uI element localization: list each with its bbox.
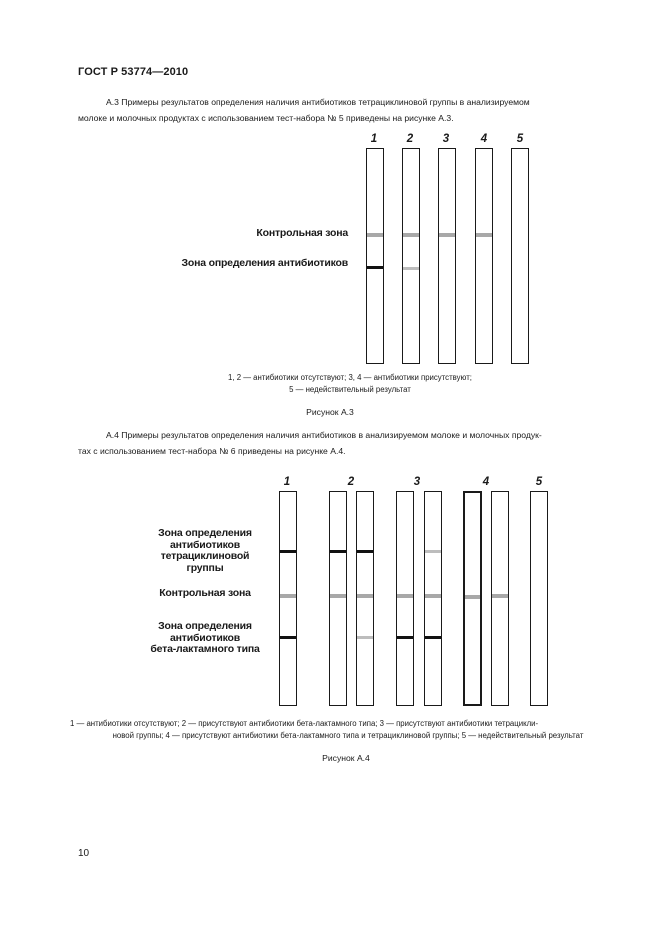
beta-lactam-band [397, 636, 413, 639]
test-strip-2b [356, 491, 374, 706]
test-strip-4b [491, 491, 509, 706]
zone-label-control: Контрольная зона [159, 587, 251, 599]
test-strip-5 [530, 491, 548, 706]
test-strip-5 [511, 148, 529, 364]
zone-label-tetracycline-line3: тетрациклиновой [160, 550, 250, 562]
paragraph-a3-line1: А.3 Примеры результатов определения наличия антибиотиков тетрациклиновой группы в анализируемом [106, 97, 530, 107]
zone-label-beta-lactam [140, 621, 270, 656]
beta-lactam-band [425, 636, 441, 639]
zone-label-beta-line3: бета-лактамного типа [150, 643, 260, 655]
test-strip-3 [438, 148, 456, 364]
control-band [492, 594, 508, 598]
test-strip-1 [279, 491, 297, 706]
page-number: 10 [78, 848, 90, 859]
beta-lactam-band [357, 636, 373, 639]
paragraph-a4-line2: тах с использованием тест-набора № 6 приведены на рисунке А.4. [78, 445, 346, 456]
zone-label-beta-line2: антибиотиков [169, 631, 241, 644]
control-band [476, 233, 492, 237]
figure-a4-caption-line2: новой группы; 4 — присутствуют антибиотики бета-лактамного типа и тетрациклиновой группы; 5 — недействительный результат [112, 731, 584, 740]
tetracycline-band [357, 550, 373, 553]
test-strip-1 [366, 148, 384, 364]
paragraph-a3-line2: молоке и молочных продуктах с использованием тест-набора № 5 приведены на рисунке А.3. [78, 112, 454, 123]
strip-number-3: 3 [442, 133, 450, 145]
zone-label-tetracycline-line4: группы [186, 561, 224, 574]
control-band [357, 594, 373, 598]
zone-label-detection: Зона определения антибиотиков [181, 257, 348, 269]
tetracycline-band [425, 550, 441, 553]
document-header: ГОСТ Р 53774—2010 [78, 66, 189, 78]
strip-number-5: 5 [535, 476, 543, 488]
figure-a3-caption-line2: 5 — недействительный результат [289, 385, 411, 394]
figure-a4-label: Рисунок А.4 [322, 753, 370, 763]
control-band [367, 233, 383, 237]
figure-a4-caption-line1: 1 — антибиотики отсутствуют; 2 — присутствуют антибиотики бета-лактамного типа; 3 — присутствуют антибиотики тетрацикли- [70, 719, 539, 728]
detection-band [403, 267, 419, 270]
tetracycline-band [330, 550, 346, 553]
strip-number-3: 3 [413, 476, 421, 488]
test-strip-3b [424, 491, 442, 706]
test-strip-4a [463, 491, 482, 706]
strip-number-2: 2 [406, 133, 414, 145]
strip-number-4: 4 [480, 133, 488, 145]
paragraph-a3 [78, 95, 614, 126]
test-strip-3a [396, 491, 414, 706]
zone-label-control: Контрольная зона [256, 227, 348, 239]
zone-label-tetracycline [140, 528, 270, 574]
control-band [330, 594, 346, 598]
strip-number-2: 2 [347, 476, 355, 488]
strip-number-5: 5 [516, 133, 524, 145]
test-strip-4 [475, 148, 493, 364]
control-band [397, 594, 413, 598]
strip-number-1: 1 [283, 476, 291, 488]
paragraph-a4 [78, 428, 614, 459]
tetracycline-band [280, 550, 296, 553]
figure-a3-label: Рисунок А.3 [306, 407, 354, 417]
control-band [425, 594, 441, 598]
strip-number-4: 4 [482, 476, 490, 488]
zone-label-tetracycline-line2: антибиотиков [169, 538, 241, 551]
beta-lactam-band [280, 636, 296, 639]
test-strip-2 [402, 148, 420, 364]
zone-label-beta-line1: Зона определения [158, 620, 252, 632]
zone-label-tetracycline-line1: Зона определения [158, 527, 252, 539]
detection-band [367, 266, 383, 269]
paragraph-a4-line1: А.4 Примеры результатов определения наличия антибиотиков в анализируемом молоке и молочных продук- [106, 430, 542, 440]
test-strip-2a [329, 491, 347, 706]
strip-number-1: 1 [370, 133, 378, 145]
control-band [280, 594, 296, 598]
control-band [465, 595, 480, 599]
control-band [439, 233, 455, 237]
figure-a3-caption-line1: 1, 2 — антибиотики отсутствуют; 3, 4 — антибиотики присутствуют; [228, 373, 472, 382]
control-band [403, 233, 419, 237]
